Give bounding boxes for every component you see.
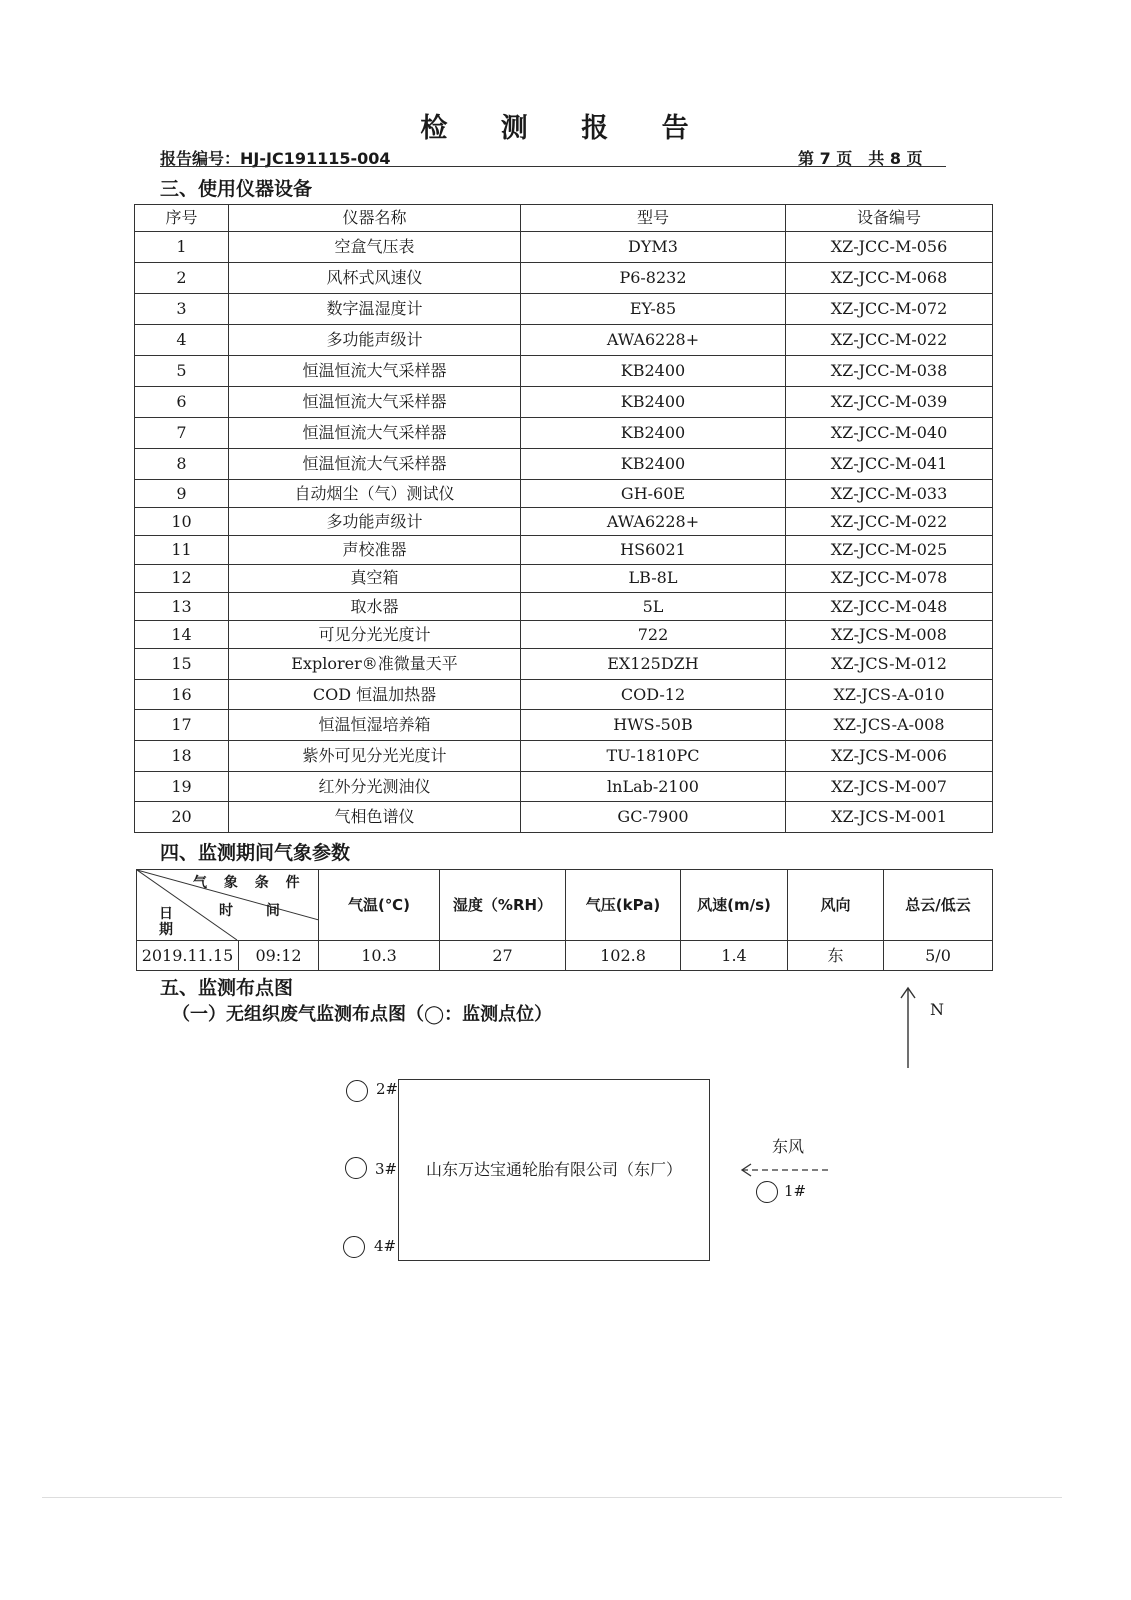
cell-no: 12 [135, 564, 229, 592]
monitoring-point-3-icon [345, 1157, 367, 1179]
cell-name: 多功能声级计 [229, 508, 521, 536]
cell-no: 10 [135, 508, 229, 536]
table-row [135, 508, 993, 536]
cell-model: KB2400 [521, 449, 786, 480]
cell-model: GH-60E [521, 480, 786, 508]
cell-name: Explorer®准微量天平 [229, 649, 521, 680]
north-label: N [930, 1000, 944, 1019]
cell-no: 13 [135, 592, 229, 620]
cell-model: COD-12 [521, 679, 786, 710]
cell-device-id: XZ-JCC-M-078 [786, 564, 993, 592]
cell-device-id: XZ-JCC-M-022 [786, 508, 993, 536]
cell-name: 恒温恒流大气采样器 [229, 356, 521, 387]
col-header-pressure: 气压(kPa) [566, 870, 681, 941]
cell-device-id: XZ-JCS-M-006 [786, 740, 993, 771]
col-header-name: 仪器名称 [229, 205, 521, 232]
col-header-temp: 气温(℃) [319, 870, 440, 941]
cell-name: 多功能声级计 [229, 325, 521, 356]
cell-name: 恒温恒流大气采样器 [229, 418, 521, 449]
cell-name: 红外分光测油仪 [229, 771, 521, 802]
col-header-model: 型号 [521, 205, 786, 232]
weather-pressure: 102.8 [566, 941, 681, 971]
header-divider [160, 166, 946, 167]
factory-name: 山东万达宝通轮胎有限公司（东厂） [425, 1160, 682, 1179]
cell-device-id: XZ-JCC-M-039 [786, 387, 993, 418]
cell-no: 19 [135, 771, 229, 802]
cell-name: 恒温恒流大气采样器 [229, 387, 521, 418]
cell-device-id: XZ-JCC-M-072 [786, 294, 993, 325]
cell-device-id: XZ-JCS-M-001 [786, 802, 993, 833]
table-row [135, 771, 993, 802]
wind-direction-arrow-icon [738, 1160, 832, 1180]
weather-cloud: 5/0 [884, 941, 993, 971]
page-bottom-rule [42, 1497, 1062, 1498]
corner-label-time: 时 间 [219, 903, 294, 919]
cell-no: 14 [135, 620, 229, 648]
cell-model: KB2400 [521, 418, 786, 449]
table-row [135, 232, 993, 263]
monitoring-point-4-label: 4# [374, 1237, 397, 1255]
monitoring-point-1-icon [756, 1181, 778, 1203]
cell-no: 8 [135, 449, 229, 480]
table-row [135, 592, 993, 620]
cell-device-id: XZ-JCS-M-007 [786, 771, 993, 802]
cell-model: KB2400 [521, 356, 786, 387]
cell-name: 真空箱 [229, 564, 521, 592]
cell-model: DYM3 [521, 232, 786, 263]
cell-no: 6 [135, 387, 229, 418]
weather-temp: 10.3 [319, 941, 440, 971]
cell-model: HS6021 [521, 536, 786, 564]
weather-corner-cell [137, 870, 319, 941]
monitoring-point-2-label: 2# [376, 1080, 399, 1098]
table-row [135, 263, 993, 294]
cell-name: 紫外可见分光光度计 [229, 740, 521, 771]
cell-device-id: XZ-JCC-M-048 [786, 592, 993, 620]
monitoring-point-2-icon [346, 1080, 368, 1102]
cell-no: 4 [135, 325, 229, 356]
report-title: 检 测 报 告 [420, 113, 711, 144]
cell-no: 1 [135, 232, 229, 263]
equipment-header-row [135, 205, 993, 232]
table-row [135, 710, 993, 741]
cell-model: 722 [521, 620, 786, 648]
cell-no: 7 [135, 418, 229, 449]
cell-name: 数字温湿度计 [229, 294, 521, 325]
cell-model: P6-8232 [521, 263, 786, 294]
cell-device-id: XZ-JCS-M-012 [786, 649, 993, 680]
cell-name: 自动烟尘（气）测试仪 [229, 480, 521, 508]
cell-name: 声校准器 [229, 536, 521, 564]
cell-no: 11 [135, 536, 229, 564]
table-row [135, 294, 993, 325]
cell-no: 15 [135, 649, 229, 680]
col-header-humidity: 湿度（%RH） [440, 870, 566, 941]
report-number: 报告编号：HJ-JC191115-004 [160, 149, 391, 168]
cell-model: AWA6228+ [521, 325, 786, 356]
cell-no: 5 [135, 356, 229, 387]
col-header-device-id: 设备编号 [786, 205, 993, 232]
section-5-heading: 五、监测布点图 [160, 977, 294, 999]
cell-model: lnLab-2100 [521, 771, 786, 802]
table-row [135, 387, 993, 418]
factory-outline [398, 1079, 710, 1261]
wind-label: 东风 [772, 1137, 805, 1156]
weather-humidity: 27 [440, 941, 566, 971]
corner-label-date: 日 期 [159, 906, 173, 938]
cell-device-id: XZ-JCC-M-022 [786, 325, 993, 356]
cell-device-id: XZ-JCS-A-008 [786, 710, 993, 741]
cell-device-id: XZ-JCC-M-068 [786, 263, 993, 294]
cell-no: 16 [135, 679, 229, 710]
page-number: 第 7 页 共 8 页 [798, 149, 923, 168]
table-row [135, 620, 993, 648]
cell-device-id: XZ-JCC-M-040 [786, 418, 993, 449]
cell-model: HWS-50B [521, 710, 786, 741]
col-header-cloud: 总云/低云 [884, 870, 993, 941]
cell-model: AWA6228+ [521, 508, 786, 536]
cell-device-id: XZ-JCC-M-033 [786, 480, 993, 508]
table-row [135, 418, 993, 449]
cell-name: COD 恒温加热器 [229, 679, 521, 710]
table-row [135, 480, 993, 508]
monitoring-point-1-label: 1# [784, 1182, 807, 1200]
cell-no: 17 [135, 710, 229, 741]
cell-device-id: XZ-JCC-M-056 [786, 232, 993, 263]
table-row [135, 740, 993, 771]
cell-device-id: XZ-JCS-M-008 [786, 620, 993, 648]
cell-name: 气相色谱仪 [229, 802, 521, 833]
cell-no: 2 [135, 263, 229, 294]
monitoring-point-3-label: 3# [375, 1160, 398, 1178]
col-header-wind-direction: 风向 [788, 870, 884, 941]
cell-device-id: XZ-JCC-M-025 [786, 536, 993, 564]
table-row [135, 649, 993, 680]
north-arrow-icon [896, 984, 920, 1070]
cell-model: GC-7900 [521, 802, 786, 833]
table-row [135, 679, 993, 710]
equipment-table [134, 204, 993, 833]
table-row [135, 536, 993, 564]
cell-model: EX125DZH [521, 649, 786, 680]
weather-wind-direction: 东 [788, 941, 884, 971]
cell-no: 18 [135, 740, 229, 771]
section-4-heading: 四、监测期间气象参数 [160, 842, 351, 864]
table-row [135, 449, 993, 480]
cell-name: 恒温恒流大气采样器 [229, 449, 521, 480]
cell-model: TU-1810PC [521, 740, 786, 771]
cell-device-id: XZ-JCS-A-010 [786, 679, 993, 710]
cell-no: 9 [135, 480, 229, 508]
cell-no: 20 [135, 802, 229, 833]
cell-name: 取水器 [229, 592, 521, 620]
section-5-subheading: （一）无组织废气监测布点图（◯：监测点位） [172, 1004, 553, 1025]
weather-time: 09:12 [239, 941, 319, 971]
cell-name: 空盒气压表 [229, 232, 521, 263]
table-row [135, 325, 993, 356]
cell-model: EY-85 [521, 294, 786, 325]
cell-model: KB2400 [521, 387, 786, 418]
monitoring-point-4-icon [343, 1236, 365, 1258]
cell-name: 恒温恒湿培养箱 [229, 710, 521, 741]
weather-wind-speed: 1.4 [681, 941, 788, 971]
cell-name: 风杯式风速仪 [229, 263, 521, 294]
weather-date: 2019.11.15 [137, 941, 239, 971]
corner-label-conditions: 气 象 条 件 [193, 875, 306, 891]
table-row [135, 802, 993, 833]
cell-model: 5L [521, 592, 786, 620]
cell-model: LB-8L [521, 564, 786, 592]
weather-header-row [137, 870, 993, 941]
col-header-wind-speed: 风速(m/s) [681, 870, 788, 941]
section-3-heading: 三、使用仪器设备 [160, 178, 313, 200]
cell-no: 3 [135, 294, 229, 325]
cell-device-id: XZ-JCC-M-041 [786, 449, 993, 480]
cell-device-id: XZ-JCC-M-038 [786, 356, 993, 387]
weather-table [136, 869, 993, 971]
table-row [135, 564, 993, 592]
table-row [135, 356, 993, 387]
col-header-no: 序号 [135, 205, 229, 232]
cell-name: 可见分光光度计 [229, 620, 521, 648]
weather-data-row [137, 941, 993, 971]
